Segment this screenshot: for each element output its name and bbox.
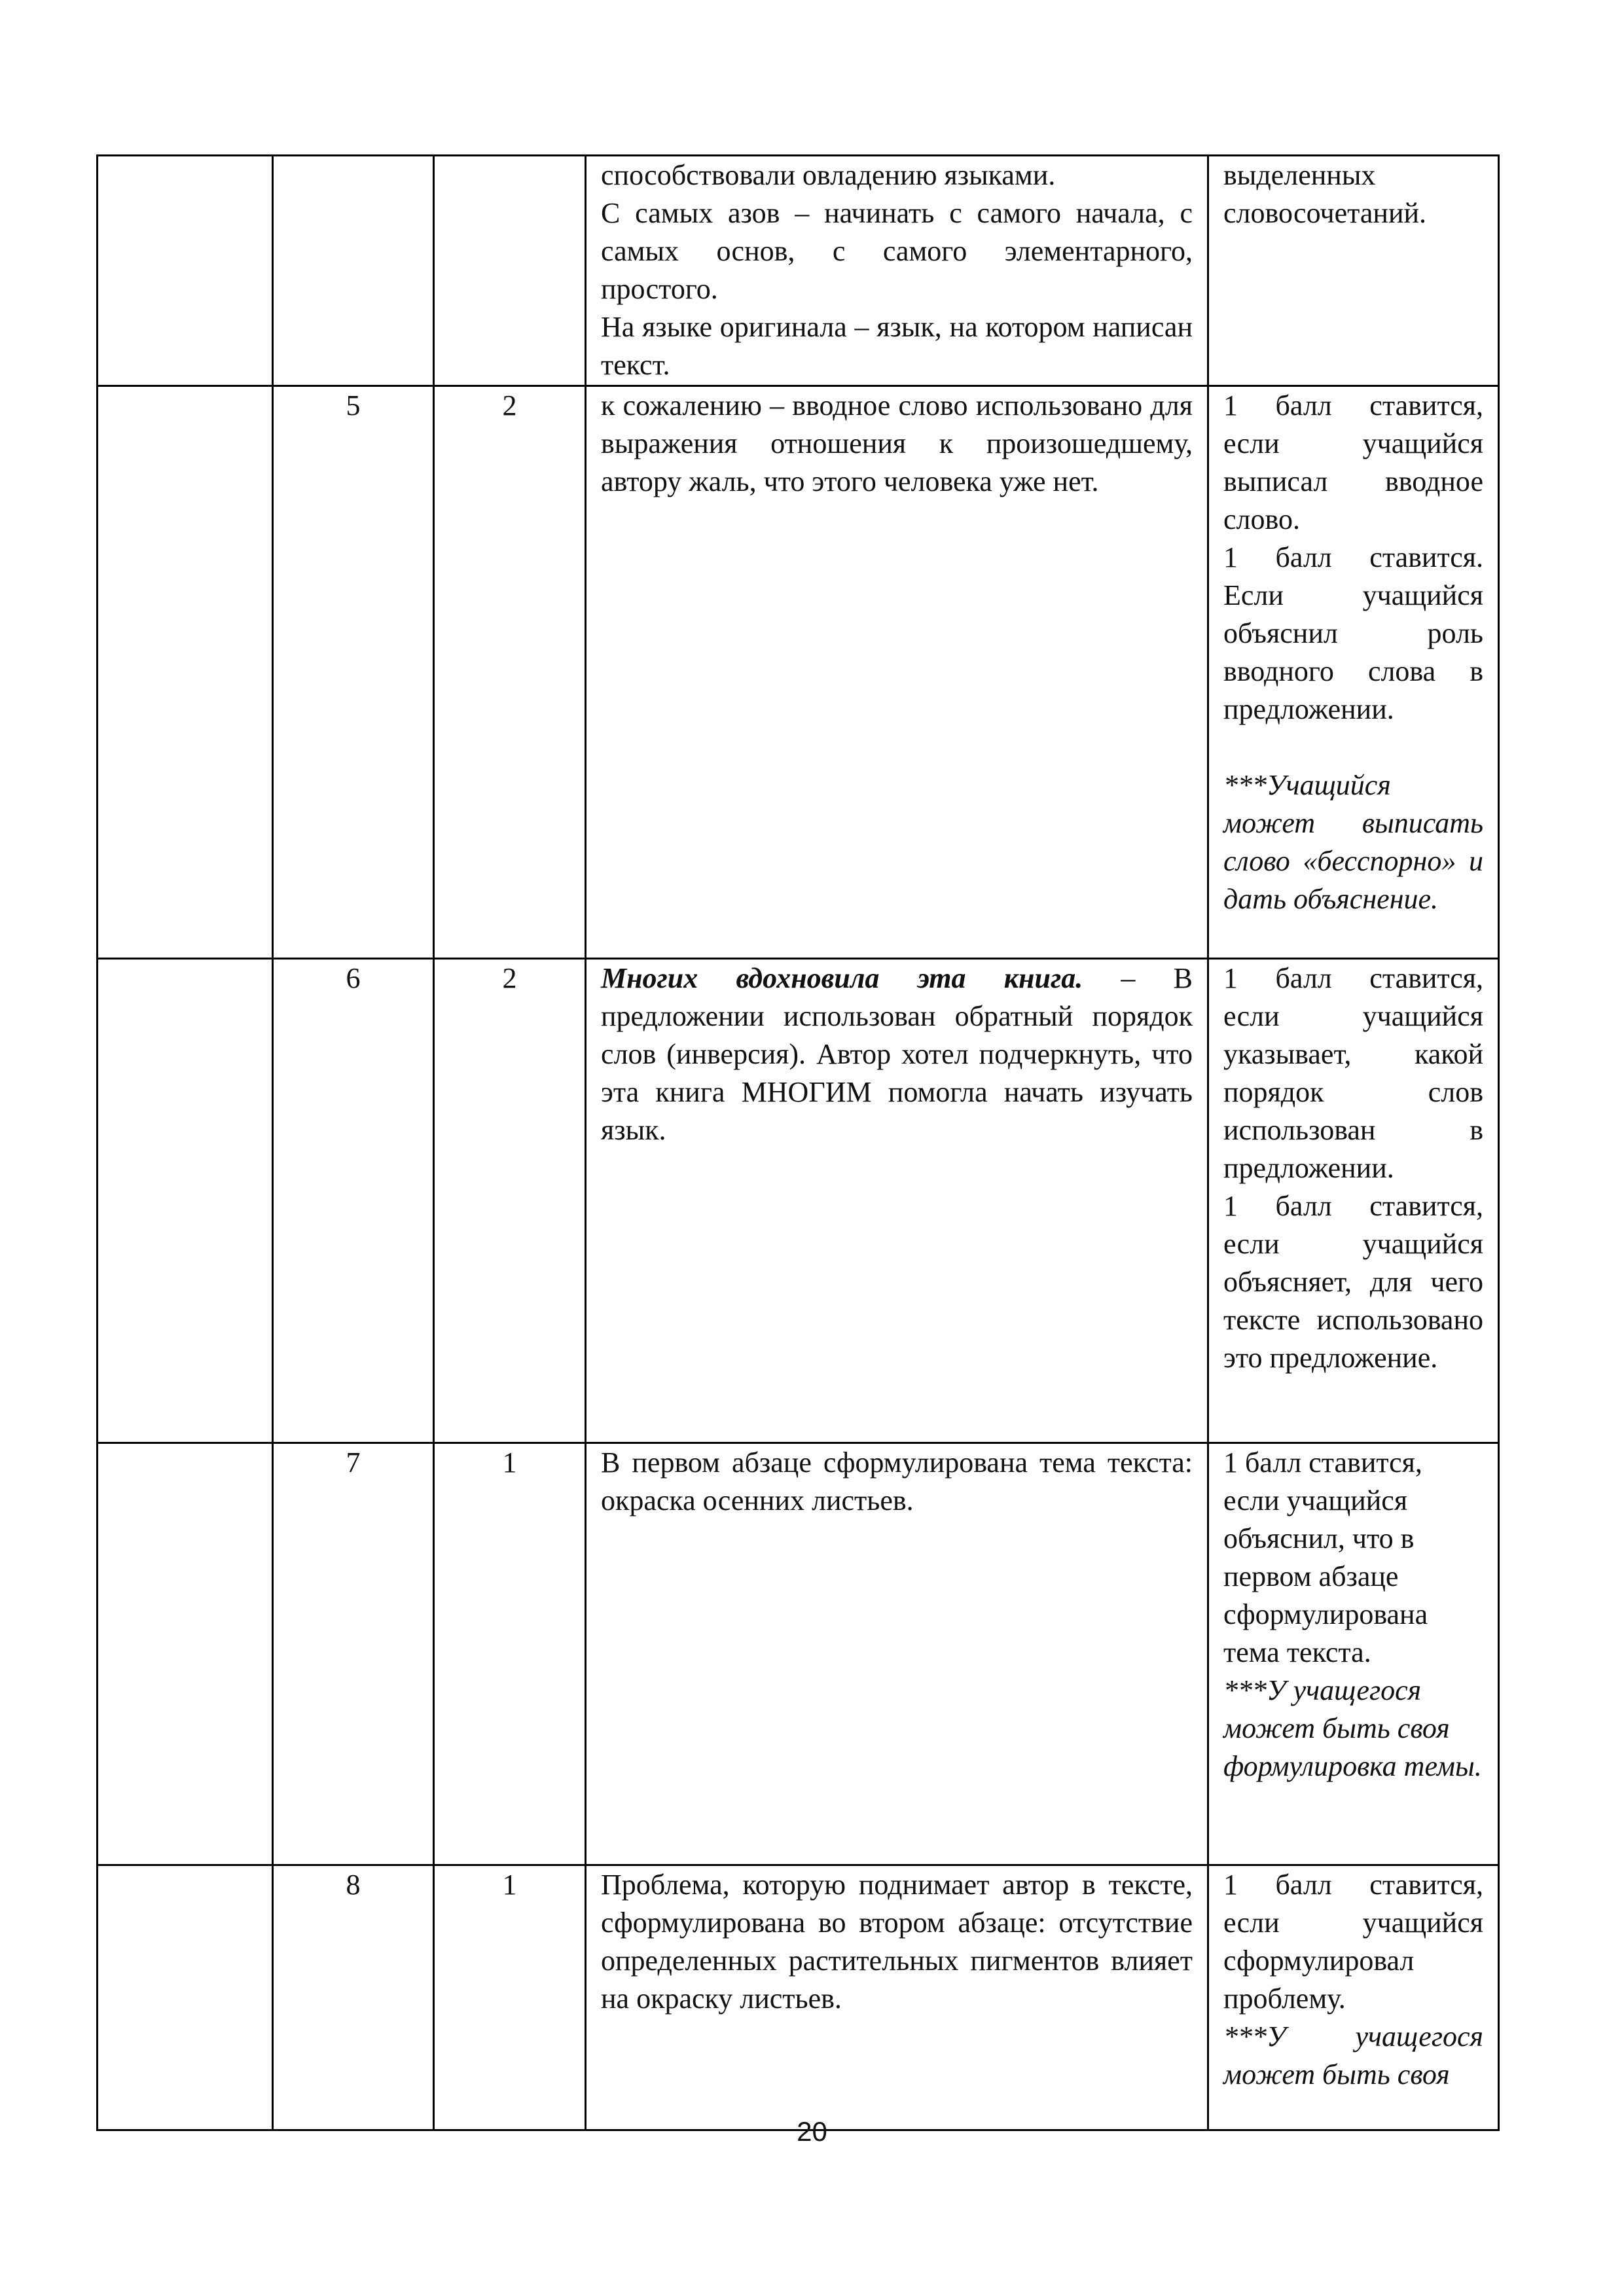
criteria-text: 1 балл ставится, если учащийся объясняет, для чего тексте использовано это предложение. [1223,1190,1483,1374]
table-row [98,156,1499,386]
criteria-text: 1 балл ставится, если учащийся указывает, какой порядок слов использован в предложении. [1223,962,1483,1184]
task-number-cell: 7 [273,1443,434,1865]
task-number-cell [273,156,434,386]
task-number-cell: 5 [273,386,434,959]
task-number-cell: 6 [273,959,434,1443]
answer-cell [586,386,1208,959]
criteria-text: 1 балл ставится, если учащийся объяснил, что в первом абзаце сформулирована тема текста. [1223,1446,1428,1668]
criteria-cell [1208,386,1499,959]
answer-text [601,960,1193,1149]
criteria-note: ***Учащийся может выписать слово «бесспорно» и дать объяснение. [1223,769,1483,915]
answer-text: На языке оригинала – язык, на котором написан текст. [601,311,1193,381]
quoted-sentence: Многих вдохновила эта книга. [601,962,1083,994]
answer-text: Проблема, которую поднимает автор в тексте, сформулирована во втором абзаце: отсутствие определенных растительных пигментов влияет на окраску листьев. [601,1869,1193,2015]
criteria-cell [1208,1865,1499,2130]
task-number-cell: 8 [273,1865,434,2130]
criteria-text: 1 балл ставится. Если учащийся объяснил роль вводного слова в предложении. [1223,541,1483,725]
criteria-text: 1 балл ставится, если учащийся выписал вводное слово. [1223,389,1483,535]
answer-text: способствовали овладению языками. [601,159,1056,191]
criteria-note: ***У учащегося может быть своя [1223,2020,1483,2090]
points-cell: 1 [434,1865,586,2130]
answer-text: С самых азов – начинать с самого начала, с самых основ, с самого элементарного, простого. [601,197,1193,305]
empty-cell [98,1443,273,1865]
answer-explanation: – В предложении использован обратный порядок слов (инверсия). Автор хотел подчеркнуть, что эта книга МНОГИМ помогла начать изучать язык. [601,962,1193,1146]
blank-line [1223,728,1483,766]
table-row [98,1865,1499,2130]
answer-cell [586,959,1208,1443]
answer-cell [586,1443,1208,1865]
table-row [98,959,1499,1443]
answer-text: к сожалению – вводное слово использовано для выражения отношения к произошедшему, автору жаль, что этого человека уже нет. [601,389,1193,497]
empty-cell [98,156,273,386]
table-row [98,386,1499,959]
answer-key-table [96,154,1500,2131]
points-cell [434,156,586,386]
empty-cell [98,959,273,1443]
criteria-text: 1 балл ставится, если учащийся сформулировал проблему. [1223,1869,1483,2015]
answer-cell [586,156,1208,386]
table-row [98,1443,1499,1865]
empty-cell [98,386,273,959]
answer-text: В первом абзаце сформулирована тема текста: окраска осенних листьев. [601,1446,1193,1516]
criteria-cell [1208,959,1499,1443]
criteria-cell [1208,1443,1499,1865]
criteria-text: выделенных словосочетаний. [1223,159,1427,229]
empty-cell [98,1865,273,2130]
answer-cell [586,1865,1208,2130]
points-cell: 1 [434,1443,586,1865]
criteria-note: ***У учащегося может быть своя формулировка темы. [1223,1674,1482,1782]
points-cell: 2 [434,959,586,1443]
criteria-cell [1208,156,1499,386]
points-cell: 2 [434,386,586,959]
page-number: 20 [797,2116,827,2147]
